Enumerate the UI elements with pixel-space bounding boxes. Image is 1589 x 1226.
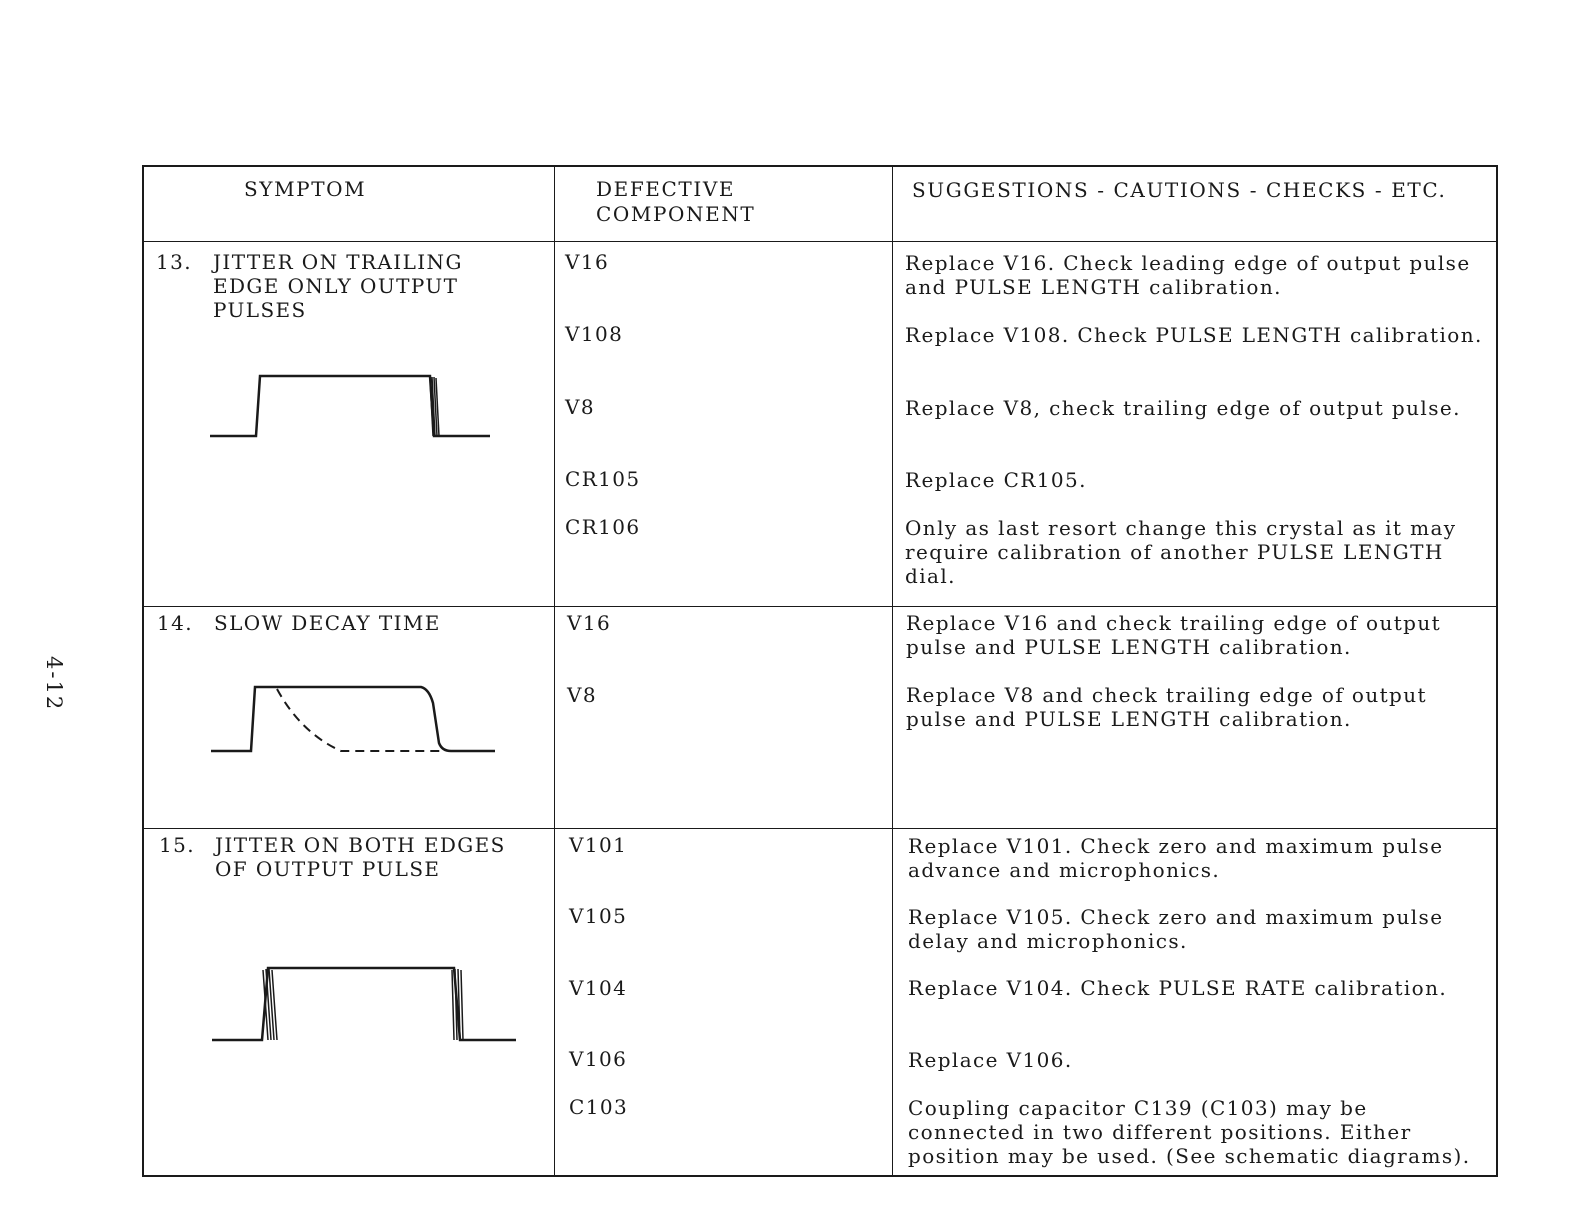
suggestion-text: Replace CR105. — [905, 468, 1087, 492]
jitter-trailing-edge-waveform — [210, 372, 495, 447]
component-text: V104 — [569, 976, 628, 1000]
component-text: V108 — [565, 322, 624, 346]
suggestion-text: Replace V101. Check zero and maximum pulse advance and microphonics. — [908, 834, 1444, 882]
header-divider — [144, 241, 1496, 242]
row-number: 15. — [159, 833, 196, 857]
symptom-text: JITTER ON TRAILING EDGE ONLY OUTPUT PULSES — [213, 250, 463, 322]
component-text: V16 — [565, 250, 610, 274]
component-text: V105 — [569, 904, 628, 928]
suggestion-text: Only as last resort change this crystal as it may require calibration of another PULSE LENGTH dial. — [905, 516, 1457, 588]
component-text: V8 — [567, 683, 597, 707]
suggestion-text: Replace V16 and check trailing edge of output pulse and PULSE LENGTH calibration. — [906, 611, 1442, 659]
page-number: 4-12 — [42, 656, 66, 712]
suggestion-text: Replace V108. Check PULSE LENGTH calibration. — [905, 323, 1483, 347]
symptom-text: JITTER ON BOTH EDGES OF OUTPUT PULSE — [215, 833, 506, 881]
slow-decay-waveform — [211, 683, 501, 758]
row-number: 14. — [157, 611, 194, 635]
row-divider — [144, 828, 1496, 829]
header-symptom: SYMPTOM — [244, 177, 367, 201]
row-number: 13. — [156, 250, 193, 274]
component-text: V101 — [569, 833, 628, 857]
troubleshooting-table — [142, 165, 1498, 1177]
component-text: C103 — [569, 1095, 629, 1119]
symptom-text: SLOW DECAY TIME — [214, 611, 441, 635]
component-text: CR106 — [565, 515, 641, 539]
suggestion-text: Replace V106. — [908, 1048, 1073, 1072]
jitter-both-edges-waveform — [212, 964, 520, 1044]
header-component: DEFECTIVE COMPONENT — [596, 177, 756, 226]
suggestion-text: Replace V8, check trailing edge of output pulse. — [905, 396, 1461, 420]
component-text: V16 — [567, 611, 612, 635]
suggestion-text: Replace V16. Check leading edge of output pulse and PULSE LENGTH calibration. — [905, 251, 1471, 299]
column-divider — [554, 167, 555, 1175]
suggestion-text: Replace V105. Check zero and maximum pulse delay and microphonics. — [908, 905, 1444, 953]
suggestion-text: Coupling capacitor C139 (C103) may be connected in two different positions. Either position may be used. (See schematic diagrams). — [908, 1096, 1471, 1168]
component-text: V106 — [569, 1047, 628, 1071]
component-text: CR105 — [565, 467, 641, 491]
row-divider — [144, 606, 1496, 607]
column-divider — [892, 167, 893, 1175]
suggestion-text: Replace V104. Check PULSE RATE calibration. — [908, 976, 1448, 1000]
component-text: V8 — [565, 395, 595, 419]
header-suggestions: SUGGESTIONS - CAUTIONS - CHECKS - ETC. — [912, 178, 1447, 202]
suggestion-text: Replace V8 and check trailing edge of output pulse and PULSE LENGTH calibration. — [906, 683, 1427, 731]
